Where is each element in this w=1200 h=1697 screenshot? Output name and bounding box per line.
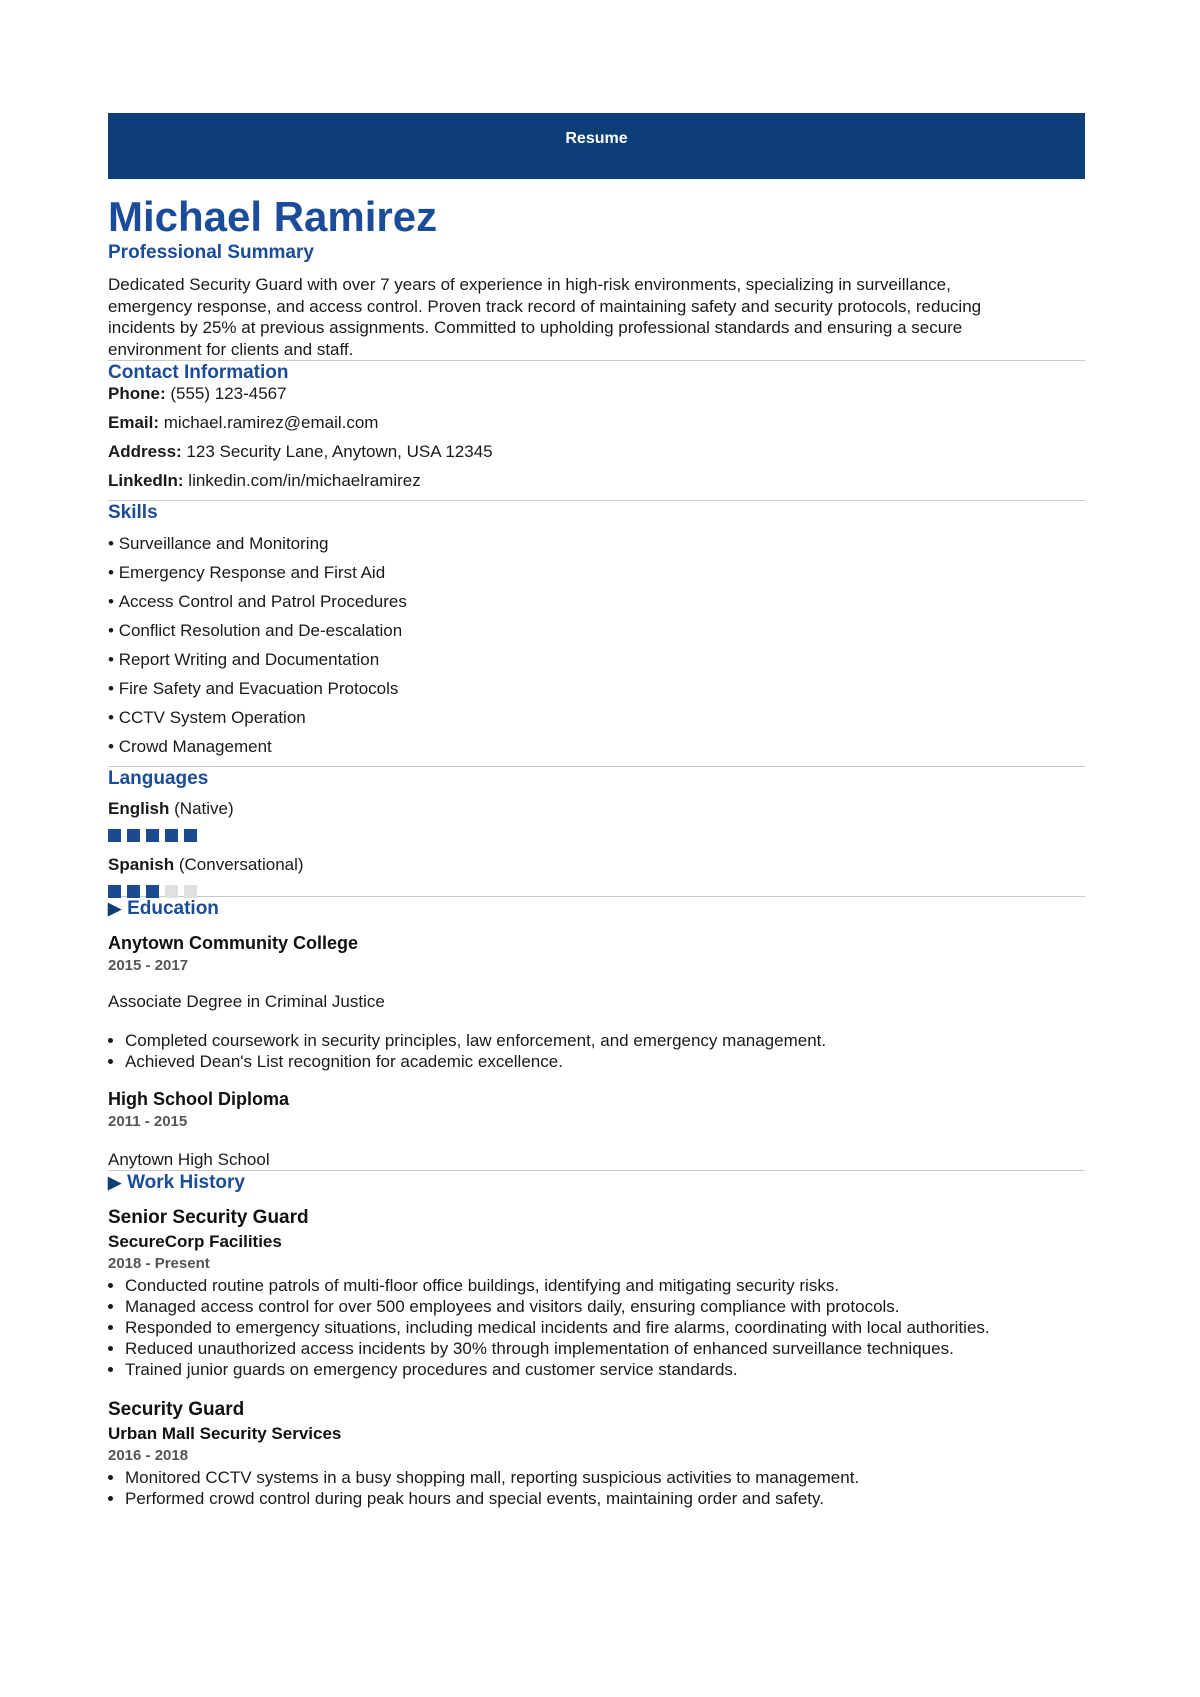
language-item-english	[108, 798, 1085, 819]
level-square-filled	[127, 829, 140, 842]
contact-email-value: michael.ramirez@email.com	[163, 413, 379, 432]
section-heading-languages: Languages	[108, 768, 209, 789]
document-title-bar	[108, 113, 1085, 179]
education-entry-dates: 2011 - 2015	[108, 1113, 188, 1130]
education-bullet: • Completed coursework in security principles, law enforcement, and emergency management.	[125, 1030, 1085, 1051]
education-entry-dates: 2015 - 2017	[108, 957, 189, 974]
level-square-filled	[146, 829, 159, 842]
section-heading-skills: Skills	[108, 502, 158, 523]
work-bullet-list	[108, 1275, 1085, 1380]
work-bullet: • Monitored CCTV systems in a busy shopping mall, reporting suspicious activities to management.	[125, 1467, 1085, 1488]
level-square-filled	[165, 829, 178, 842]
candidate-name: Michael Ramirez	[108, 193, 438, 240]
document-title: Resume	[565, 130, 628, 147]
level-square-filled	[184, 829, 197, 842]
contact-phone	[108, 384, 1085, 404]
contact-email-label: Email:	[108, 413, 160, 432]
skill-item: • Emergency Response and First Aid	[108, 563, 1085, 583]
language-item-spanish	[108, 854, 1085, 875]
language-level: (Conversational)	[178, 855, 304, 874]
education-entry-title: Anytown Community College	[108, 933, 359, 953]
work-entry-dates: 2018 - Present	[108, 1255, 210, 1272]
work-entry-title: Senior Security Guard	[108, 1207, 309, 1228]
work-bullet: • Managed access control for over 500 employees and visitors daily, ensuring compliance with protocols.	[125, 1296, 1085, 1317]
education-heading-label: Education	[127, 898, 219, 919]
contact-linkedin-label: LinkedIn:	[108, 471, 184, 490]
skill-item: • Surveillance and Monitoring	[108, 534, 1085, 554]
skill-item: • Crowd Management	[108, 737, 1085, 757]
skill-item: • Report Writing and Documentation	[108, 650, 1085, 670]
work-bullet: • Performed crowd control during peak hours and special events, maintaining order and safety.	[125, 1488, 1085, 1509]
work-bullet: • Responded to emergency situations, including medical incidents and fire alarms, coordinating with local authorities.	[125, 1317, 1085, 1338]
work-history-heading-label: Work History	[127, 1172, 245, 1193]
work-entry-title: Security Guard	[108, 1399, 245, 1420]
contact-linkedin	[108, 471, 1085, 491]
language-proficiency-meter-spanish	[108, 883, 1085, 896]
contact-phone-value: (555) 123-4567	[170, 384, 287, 403]
language-name: Spanish	[108, 855, 175, 874]
section-heading-education	[108, 897, 1085, 920]
education-entry-title: High School Diploma	[108, 1089, 290, 1109]
work-bullet: • Trained junior guards on emergency procedures and customer service standards.	[125, 1359, 1085, 1380]
education-bullet-list	[108, 1030, 1085, 1072]
work-bullet: • Reduced unauthorized access incidents by 30% through implementation of enhanced surveillance techniques.	[125, 1338, 1085, 1359]
contact-email	[108, 413, 1085, 433]
language-name: English	[108, 799, 170, 818]
contact-address-value: 123 Security Lane, Anytown, USA 12345	[186, 442, 493, 461]
section-arrow-icon: ▶	[108, 899, 122, 918]
skill-item: • Fire Safety and Evacuation Protocols	[108, 679, 1085, 699]
section-arrow-icon: ▶	[108, 1173, 122, 1192]
work-entry-dates: 2016 - 2018	[108, 1447, 189, 1464]
skill-item: • Conflict Resolution and De-escalation	[108, 621, 1085, 641]
professional-summary-text: Dedicated Security Guard with over 7 years of experience in high-risk environments, specializing in surveillance, emergency response, and access control. Proven track record of maintaining safety and security protocols, reducing incidents by 25% at previous assignments. Committed to upholding professional standards and ensuring a secure environment for clients and staff.	[108, 275, 982, 359]
resume-page	[108, 0, 1085, 1509]
education-entry-degree: Associate Degree in Criminal Justice	[108, 992, 385, 1011]
skill-item: • Access Control and Patrol Procedures	[108, 592, 1085, 612]
level-square-filled	[108, 829, 121, 842]
work-entry-company: SecureCorp Facilities	[108, 1232, 282, 1251]
contact-linkedin-value: linkedin.com/in/michaelramirez	[188, 471, 421, 490]
section-heading-contact-information: Contact Information	[108, 362, 289, 383]
section-heading-professional-summary: Professional Summary	[108, 242, 314, 263]
language-level: (Native)	[174, 799, 234, 818]
work-bullet: • Conducted routine patrols of multi-floor office buildings, identifying and mitigating security risks.	[125, 1275, 1085, 1296]
skills-list	[108, 534, 1085, 757]
section-heading-work-history	[108, 1171, 1085, 1194]
education-entry-school: Anytown High School	[108, 1150, 270, 1169]
contact-address-label: Address:	[108, 442, 182, 461]
contact-address	[108, 442, 1085, 462]
contact-phone-label: Phone:	[108, 384, 166, 403]
education-bullet: • Achieved Dean's List recognition for academic excellence.	[125, 1051, 1085, 1072]
language-proficiency-meter-english	[108, 827, 1085, 840]
skill-item: • CCTV System Operation	[108, 708, 1085, 728]
work-entry-company: Urban Mall Security Services	[108, 1424, 342, 1443]
work-bullet-list	[108, 1467, 1085, 1509]
